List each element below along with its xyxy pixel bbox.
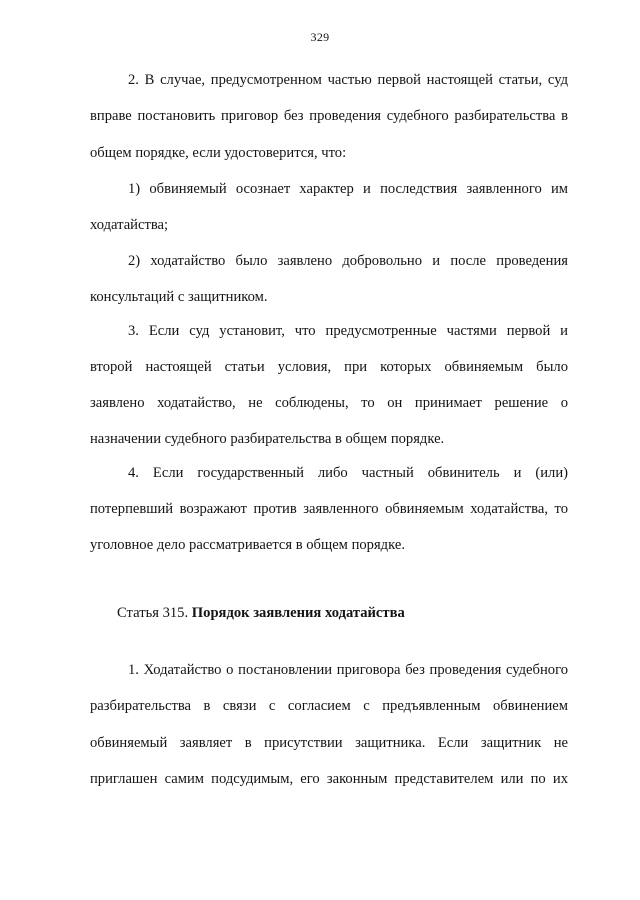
paragraph-line: уголовное дело рассматривается в общем порядке. (90, 537, 405, 553)
article-heading (117, 604, 405, 622)
paragraph-line: 1. Ходатайство о постановлении приговора без проведения судебного (128, 662, 568, 678)
article-number: Статья 315. (117, 605, 189, 621)
paragraph-line: заявлено ходатайство, не соблюдены, то он принимает решение о (90, 395, 568, 411)
paragraph-line: 3. Если суд установит, что предусмотренные частями первой и (128, 323, 568, 339)
paragraph-line: 2) ходатайство было заявлено добровольно и после проведения (128, 253, 568, 269)
paragraph-line: общем порядке, если удостоверится, что: (90, 145, 347, 161)
article-title: Порядок заявления ходатайства (191, 605, 405, 621)
paragraph-line: обвиняемый заявляет в присутствии защитника. Если защитник не (90, 735, 568, 751)
paragraph-line: ходатайства; (90, 217, 169, 233)
paragraph-line: 2. В случае, предусмотренном частью первой настоящей статьи, суд (128, 72, 568, 88)
paragraph-line: потерпевший возражают против заявленного обвиняемым ходатайства, то (90, 501, 568, 517)
paragraph-line: вправе постановить приговор без проведения судебного разбирательства в (90, 108, 568, 124)
paragraph-line: назначении судебного разбирательства в общем порядке. (90, 431, 445, 447)
paragraph-line: разбирательства в связи с согласием с предъявленным обвинением (90, 698, 568, 714)
paragraph-line: консультаций с защитником. (90, 289, 268, 305)
paragraph-line: приглашен самим подсудимым, его законным представителем или по их (90, 771, 568, 787)
paragraph-line: 4. Если государственный либо частный обвинитель и (или) (128, 465, 568, 481)
paragraph-line: 1) обвиняемый осознает характер и последствия заявленного им (128, 181, 568, 197)
paragraph-line: второй настоящей статьи условия, при которых обвиняемым было (90, 359, 568, 375)
page-number: 329 (310, 30, 330, 44)
